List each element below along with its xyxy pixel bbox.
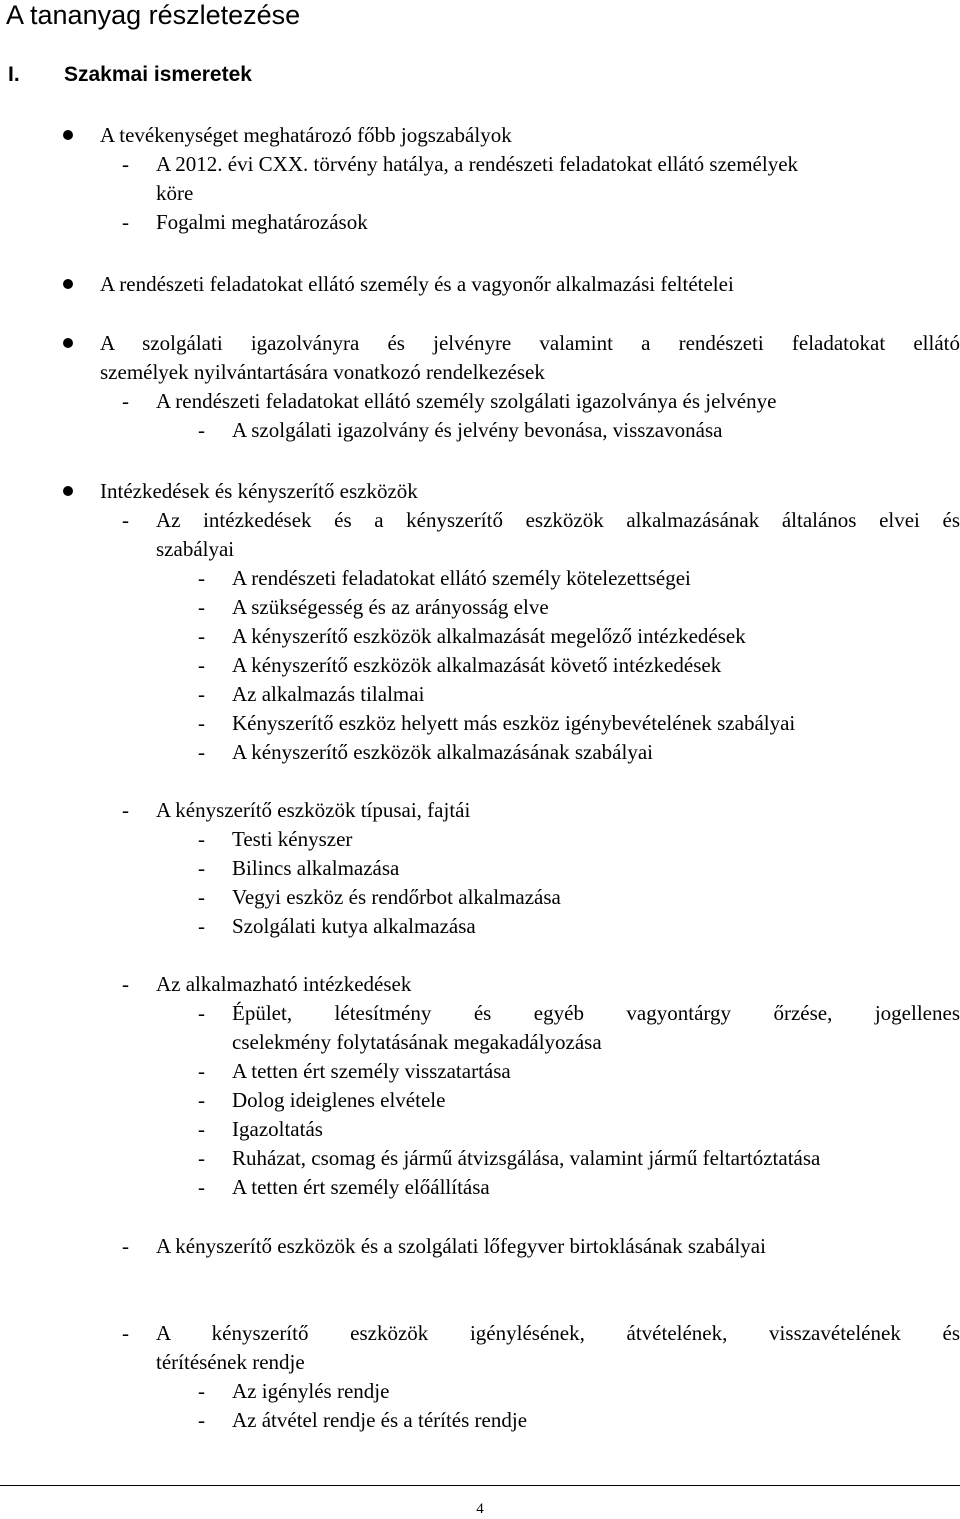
- dash-icon: -: [198, 711, 205, 735]
- dash-icon: -: [122, 210, 129, 234]
- list-item: A rendészeti feladatokat ellátó személy szolgálati igazolványa és jelvénye: [156, 389, 777, 413]
- dash-icon: -: [122, 1321, 129, 1345]
- dash-icon: -: [198, 566, 205, 590]
- dash-icon: -: [198, 595, 205, 619]
- section-number: I.: [8, 63, 20, 86]
- page-number: 4: [476, 1501, 484, 1517]
- list-item: A rendészeti feladatokat ellátó személy és a vagyonőr alkalmazási feltételei: [100, 272, 734, 296]
- section-title: Szakmai ismeretek: [64, 63, 252, 86]
- list-item: Az intézkedések és a kényszerítő eszközök alkalmazásának általános elvei és: [156, 508, 960, 532]
- list-item: Az átvétel rendje és a térítés rendje: [232, 1408, 528, 1432]
- list-item: Épület, létesítmény és egyéb vagyontárgy őrzése, jogellenes: [232, 1001, 960, 1025]
- page-title: A tananyag részletezése: [6, 0, 301, 30]
- dash-icon: -: [122, 152, 129, 176]
- dash-icon: -: [198, 1146, 205, 1170]
- dash-icon: -: [198, 1379, 205, 1403]
- dash-icon: -: [198, 914, 205, 938]
- bullet-icon: [63, 486, 73, 496]
- list-item: A szükségesség és az arányosság elve: [232, 595, 549, 619]
- list-item: A rendészeti feladatokat ellátó személy kötelezettségei: [232, 566, 691, 590]
- dash-icon: -: [198, 653, 205, 677]
- list-item: Vegyi eszköz és rendőrbot alkalmazása: [232, 885, 561, 909]
- dash-icon: -: [198, 885, 205, 909]
- dash-icon: -: [122, 972, 129, 996]
- dash-icon: -: [198, 1117, 205, 1141]
- list-item: Testi kényszer: [232, 827, 353, 851]
- bullet-icon: [63, 130, 73, 140]
- list-item-continuation: szabályai: [156, 537, 235, 561]
- list-item: A szolgálati igazolványra és jelvényre valamint a rendészeti feladatokat ellátó: [100, 331, 960, 355]
- list-item: Az alkalmazás tilalmai: [232, 682, 425, 706]
- dash-icon: -: [198, 682, 205, 706]
- dash-icon: -: [198, 856, 205, 880]
- bullet-icon: [63, 338, 73, 348]
- dash-icon: -: [122, 798, 129, 822]
- list-item-continuation: cselekmény folytatásának megakadályozása: [232, 1030, 602, 1054]
- list-item: A kényszerítő eszközök igénylésének, átvételének, visszavételének és: [156, 1321, 960, 1345]
- dash-icon: -: [198, 740, 205, 764]
- list-item: A kényszerítő eszközök és a szolgálati lőfegyver birtoklásának szabályai: [156, 1234, 766, 1258]
- dash-icon: -: [198, 624, 205, 648]
- list-item: Kényszerítő eszköz helyett más eszköz igénybevételének szabályai: [232, 711, 796, 735]
- dash-icon: -: [122, 389, 129, 413]
- dash-icon: -: [198, 1088, 205, 1112]
- list-item-continuation: térítésének rendje: [156, 1350, 305, 1374]
- list-item: Intézkedések és kényszerítő eszközök: [100, 479, 418, 503]
- section-heading: [8, 62, 252, 88]
- list-item: Az igénylés rendje: [232, 1379, 390, 1403]
- list-item: Szolgálati kutya alkalmazása: [232, 914, 476, 938]
- list-item: A tetten ért személy visszatartása: [232, 1059, 511, 1083]
- list-item: A tevékenységet meghatározó főbb jogszabályok: [100, 123, 512, 147]
- footer-divider: [0, 1485, 960, 1486]
- list-item: A szolgálati igazolvány és jelvény bevonása, visszavonása: [232, 418, 723, 442]
- list-item: A kényszerítő eszközök alkalmazását követő intézkedések: [232, 653, 722, 677]
- list-item: A kényszerítő eszközök alkalmazásának szabályai: [232, 740, 653, 764]
- list-item-continuation: személyek nyilvántartására vonatkozó rendelkezések: [100, 360, 545, 384]
- dash-icon: -: [198, 418, 205, 442]
- list-item: Dolog ideiglenes elvétele: [232, 1088, 446, 1112]
- dash-icon: -: [198, 1059, 205, 1083]
- dash-icon: -: [122, 508, 129, 532]
- list-item: A kényszerítő eszközök alkalmazását megelőző intézkedések: [232, 624, 746, 648]
- list-item: A kényszerítő eszközök típusai, fajtái: [156, 798, 471, 822]
- dash-icon: -: [122, 1234, 129, 1258]
- list-item: Fogalmi meghatározások: [156, 210, 368, 234]
- list-item: Igazoltatás: [232, 1117, 323, 1141]
- list-item: A tetten ért személy előállítása: [232, 1175, 490, 1199]
- list-item-continuation: köre: [156, 181, 194, 205]
- list-item: Az alkalmazható intézkedések: [156, 972, 412, 996]
- dash-icon: -: [198, 827, 205, 851]
- dash-icon: -: [198, 1175, 205, 1199]
- dash-icon: -: [198, 1408, 205, 1432]
- list-item: Ruházat, csomag és jármű átvizsgálása, valamint jármű feltartóztatása: [232, 1146, 821, 1170]
- list-item: [156, 150, 960, 179]
- bullet-icon: [63, 279, 73, 289]
- list-item: Bilincs alkalmazása: [232, 856, 400, 880]
- dash-icon: -: [198, 1001, 205, 1025]
- list-item-text: A 2012. évi CXX. törvény hatálya, a rendészeti feladatokat ellátó személyek: [156, 152, 799, 176]
